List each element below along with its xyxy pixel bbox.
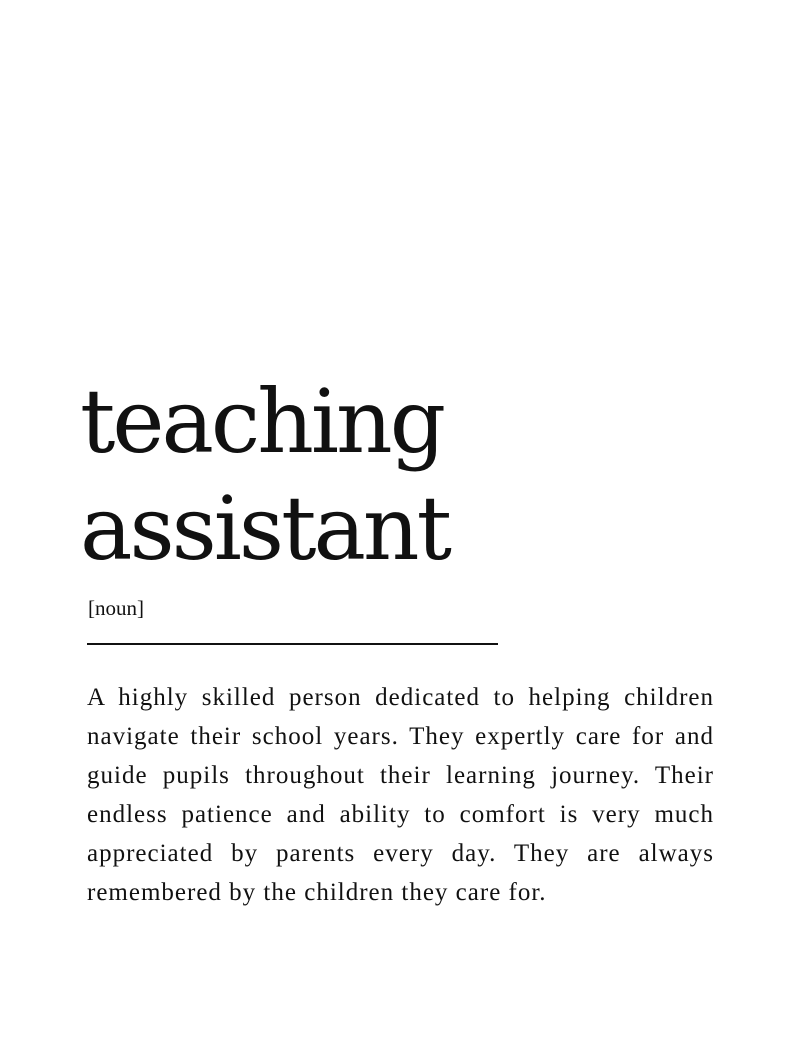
headword-line-1: teaching [80,370,444,473]
divider-rule [87,643,498,645]
definition-text: A highly skilled person dedicated to helping children navigate their school years. They expertly care for and guide pupils throughout their learning journey. Their endless patience and ability to comfort is very much appreciated by parents every day. They are always remembered by the children they care for. [87,684,714,906]
part-of-speech: [noun] [88,596,144,620]
headword-line-2: assistant [80,477,449,580]
